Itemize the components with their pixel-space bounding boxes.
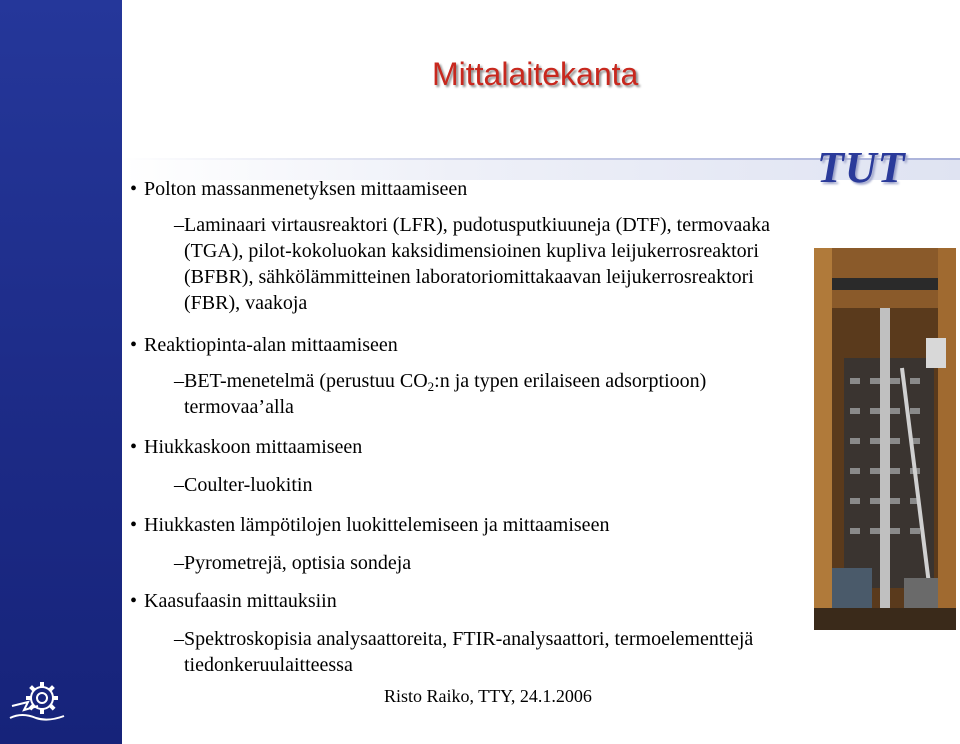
sidebar-gradient xyxy=(0,0,122,744)
bullet-item: • Hiukkaskoon mittaamiseen xyxy=(130,436,363,458)
sub-bullet-text: Pyrometrejä, optisia sondeja xyxy=(184,552,412,574)
sub-bullet-item: –BET-menetelmä (perustuu $CO_2:n$ ja typen erilaiseen adsorptioon) termovaa’alla xyxy=(174,370,707,418)
sub-bullet-text-pre: BET-menetelmä (perustuu CO xyxy=(184,370,428,392)
bullet-text: Reaktiopinta-alan mittaamiseen xyxy=(144,334,398,356)
subscript-two: 2 xyxy=(427,379,435,394)
tut-brand: TUT xyxy=(817,143,906,192)
sub-bullet-text: Laminaari virtausreaktori (LFR), pudotusputkiuuneja (DTF), termovaaka (TGA), pilot-kokoluokan kaksidimensioinen kupliva leijukerrosreaktori (BFBR), sähkölämmitteinen laboratoriomittakaavan leijukerrosreaktori (FBR), vaakoja xyxy=(184,214,770,314)
sub-bullet-item: –Spektroskopisia analysaattoreita, FTIR-analysaattori, termoelementtejä tiedonkeruulaitteessa xyxy=(174,628,754,676)
sidebar xyxy=(0,0,122,744)
slide-footer: Risto Raiko, TTY, 24.1.2006 xyxy=(384,686,592,706)
university-gear-logo-icon xyxy=(8,676,68,724)
bullet-text: Hiukkasten lämpötilojen luokittelemiseen ja mittaamiseen xyxy=(144,514,610,536)
bullet-text: Hiukkaskoon mittaamiseen xyxy=(144,436,363,458)
bullet-item: • Kaasufaasin mittauksiin xyxy=(130,590,337,612)
bullet-item: • Polton massanmenetyksen mittaamiseen xyxy=(130,178,468,200)
bullet-text: Polton massanmenetyksen mittaamiseen xyxy=(144,178,468,200)
sub-bullet-text: Coulter-luokitin xyxy=(184,474,313,496)
sub-bullet-item: –Pyrometrejä, optisia sondeja xyxy=(174,552,412,574)
slide-title: Mittalaitekanta xyxy=(432,56,639,92)
sub-bullet-item: –Laminaari virtausreaktori (LFR), pudotusputkiuuneja (DTF), termovaaka (TGA), pilot-kokoluokan kaksidimensioinen kupliva leijukerrosreaktori (BFBR), sähkölämmitteinen laboratoriomittakaavan leijukerrosreaktori (FBR), vaakoja xyxy=(174,214,770,314)
bullet-text: Kaasufaasin mittauksiin xyxy=(144,590,337,612)
sub-bullet-item: –Coulter-luokitin xyxy=(174,474,313,496)
bullet-item: • Hiukkasten lämpötilojen luokittelemiseen ja mittaamiseen xyxy=(130,514,610,536)
bullet-item: • Reaktiopinta-alan mittaamiseen xyxy=(130,334,398,356)
reactor-photo xyxy=(814,248,956,630)
sub-bullet-text: Spektroskopisia analysaattoreita, FTIR-analysaattori, termoelementtejä tiedonkeruulaitteessa xyxy=(184,628,754,676)
sub-bullet-text-post: :n ja typen erilaiseen adsorptioon) termovaa’alla xyxy=(184,370,707,418)
bullet-list xyxy=(130,176,810,678)
